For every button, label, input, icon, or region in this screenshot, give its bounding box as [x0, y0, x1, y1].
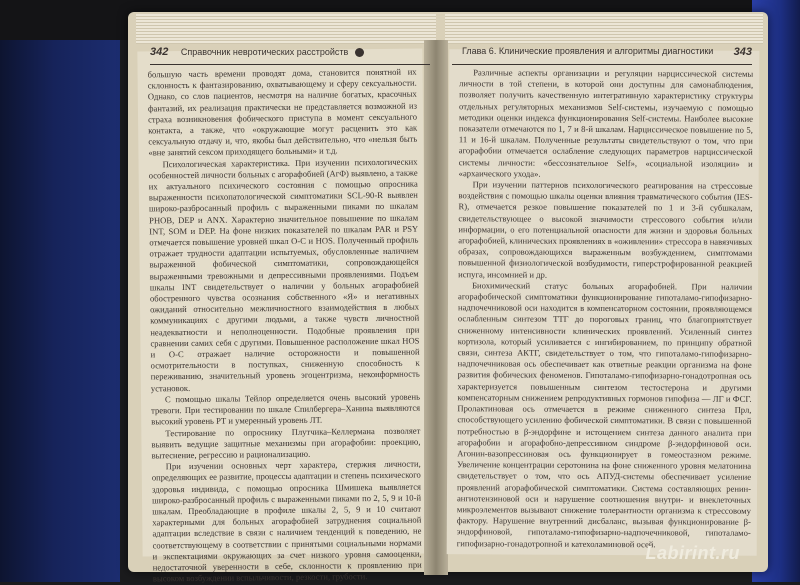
page-edges-left: [136, 14, 436, 44]
left-running-title: Справочник невротических расстройств: [180, 47, 349, 57]
right-paragraph-2: При изучении паттернов психологического реагирования на стрессовые воздействия с помощью шкалы оценки влияния травматического события (IES-R), отмечается резкое повышение показателей по 1 и 3-й субшкалам, свидетельствующее о высокой значимости стрессового события и/или информации, о его потенциальной опасности для жизни и здоровья больных агорафобией, клинических проявлениях в «оживлении» стрессора в навязчивых образах, сопровождающихся выраженным возбуждением, симптомами повышенной физиологической возбудимости, гиперстрофированной реакцией испуга, инсомнией и др.: [458, 179, 753, 280]
left-page-number: 342: [150, 46, 169, 58]
left-paragraph-3: С помощью шкалы Тейлор определяется очень высокий уровень тревоги. При тестировании по шкале Спилбергера–Ханина выявляются высокий уровень РТ и умеренный уровень ЛТ.: [151, 391, 421, 427]
watermark-logo: Labirint.ru: [645, 543, 740, 563]
right-paragraph-1: Различные аспекты организации и регуляции нарциссической системы личности в той степени, в которой они доступны для самонаблюдения, позволяет получить качественную интегративную характеристику структуры отдельных регуляторных механизмов Self-системы, изучаемую с помощью методики оценки индекса функционирования Self-системы. Наиболее высокие показатели отмечаются по 1, 7 и 8-й шкалам. Нарциссическое повышение по 5, 11 и 16-й шкалам. Полученные результаты свидетельствуют о том, что при агорафобии отмечается ослабление следующих параметров нарциссической системы личности: «бессознательное Self», «социальной изоляции» и «архаического ухода».: [458, 67, 754, 179]
left-paragraph-2: Психологическая характеристика. При изучении психологических особенностей личности больных с агорафобией (АгФ) выявлено, а также их актуального психического состояния с помощью опросника выраженности психопатологической симптоматики SCL-90-R выявлен широко-разбросанный профиль с выраженными пиками по шкалам PHOB, DEP и ANX. Характерно значительное повышение по шкалам INT, SOM и DEP. На фоне низких показателей по шкалам PAR и PSY отмечается повышение уровней шкал O-C и HOS. Полученный профиль отражает трудности адаптации испытуемых, обусловленные наличием выраженной фобической симптоматики, сопровождающейся выраженными тревожными и депрессивными проявлениями. Подъем шкалы INT свидетельствует о наличии у больных агорафобией обостренного чувства осознания собственного «Я» и негативных ожиданий относительно межличностного взаимодействия в любых коммуникациях с другими людьми, а также чувств личностной неадекватности и неполноценности. Подобные проявления при сравнении самих себя с другими. Повышенное расположение шкал HOS и O-C отражает наличие осторожности и повышенной осмотрительности в поступках, сниженную способность к переживанию, значительный уровень эгоцентризма, неконформность установок.: [148, 156, 420, 394]
right-running-title: Глава 6. Клинические проявления и алгоритмы диагностики: [462, 46, 714, 56]
left-paragraph-5: При изучении основных черт характера, стержня личности, определяющих ее развитие, процессы адаптации и степень психического здоровья индивида, с помощью опросника Шмишека выявляется широко-разбросанный профиль с выраженными пиками по 2, 5, 9 и 10-й шкалам. Преобладающие в профиле шкалы 2, 5, 9 и 10 считают характерными для больных агорафобией затруднения социальной адаптации вследствие в связи с наличием тенденций к поведению, не соответствующему в соответствии с принятыми социальными нормами и экспектациями окружающих за счет низкого уровня самооценки, недостаточной уверенности в себе, склонности к проявлению при высоком возбуждении вспыльчивости, резкости, грубости.: [151, 458, 422, 584]
circle-icon: [355, 48, 364, 57]
right-running-header: [452, 46, 752, 65]
desk-background-left: [0, 0, 120, 582]
left-page: [137, 49, 427, 584]
right-page: [447, 49, 760, 556]
book-gutter: [424, 40, 448, 575]
left-page-text: [148, 67, 422, 585]
right-page-text: [457, 67, 754, 550]
left-paragraph-4: Тестирование по опроснику Плутчика–Келлермана позволяет выявить ведущие защитные механизмы при агорафобии: проекцию, вытеснение, регрессию и рационализацию.: [151, 425, 421, 461]
right-page-number: 343: [733, 46, 752, 58]
left-running-header: [150, 46, 430, 65]
left-paragraph-1: большую часть времени проводят дома, становится понятной их склонность к фантазированию, охватывающему и сферу сексуальности. Однако, со слов пациентов, несмотря на наличие богатых, красочных фантазий, их реализация практически не представляется возможной из страха возникновения фобического приступа в момент сексуального контакта, а также, что «окружающие могут расценить это как сексуальную отдачу и, что, якобы был действительно, что «нельзя быть «вне занятий сексом приходящего больными» и т.д.: [147, 66, 418, 158]
page-edges-right: [445, 14, 763, 44]
right-paragraph-3: Биохимический статус больных агорафобией. При наличии агорафобической симптоматики функционирование гипоталамо-гипофизарно-надпочечниковой оси находится в компенсаторном состоянии, проявляющемся ослабленным синтезом ТТГ до пороговых границ, что благоприятствует сниженному интенсивности клинических проявлений. Усиленный синтез кортизола, который усиливается с ингибированием, по принципу обратной связи, синтеза АКТГ, свидетельствует о том, что гипоталамо-гипофизарно-надпочечниковая ось обеспечивает как ответные реакции организма на фоне развития фобических феноменов. Гипоталамо-гипофизарно-гонадотропная ось характеризуется повышенным синтезом тестостерона и другими компенсаторным снижением репродуктивных гормонов гипофиза — ЛГ и ФСГ. Пролактиновая ось отмечается в режиме сниженного синтеза Прл, способствующего усилению фобической симптоматики. В связи с повышенной потребностью в β-эндорфине и истощением синтеза данного аналита при агорафобии и агорафобно-депрессивном синдроме β-эндорфиновой оси. Агонин-вазопрессиновая ось функционирует в гомеостазном режиме. Увеличение концентрации серотонина на фоне сниженного уровня мелатонина свидетельствует о том, что ось АПУД-системы обеспечивает усиление проявлений агорафобической симптоматики. Система составляющих ренин-ангиотензиновой оси и нарушение соотношения внутри- и внеклеточных микроэлементов вызывают снижение толерантности организма к стрессовому фактору. Нарушение внутренний дисбаланс, вызывая функционирование β-эндорфиновой, гипоталамо-гипофизарно-надпочечниковой, гипоталамо-гипофизарно-гонадотропной и катехоламиновой осей.: [456, 280, 753, 549]
